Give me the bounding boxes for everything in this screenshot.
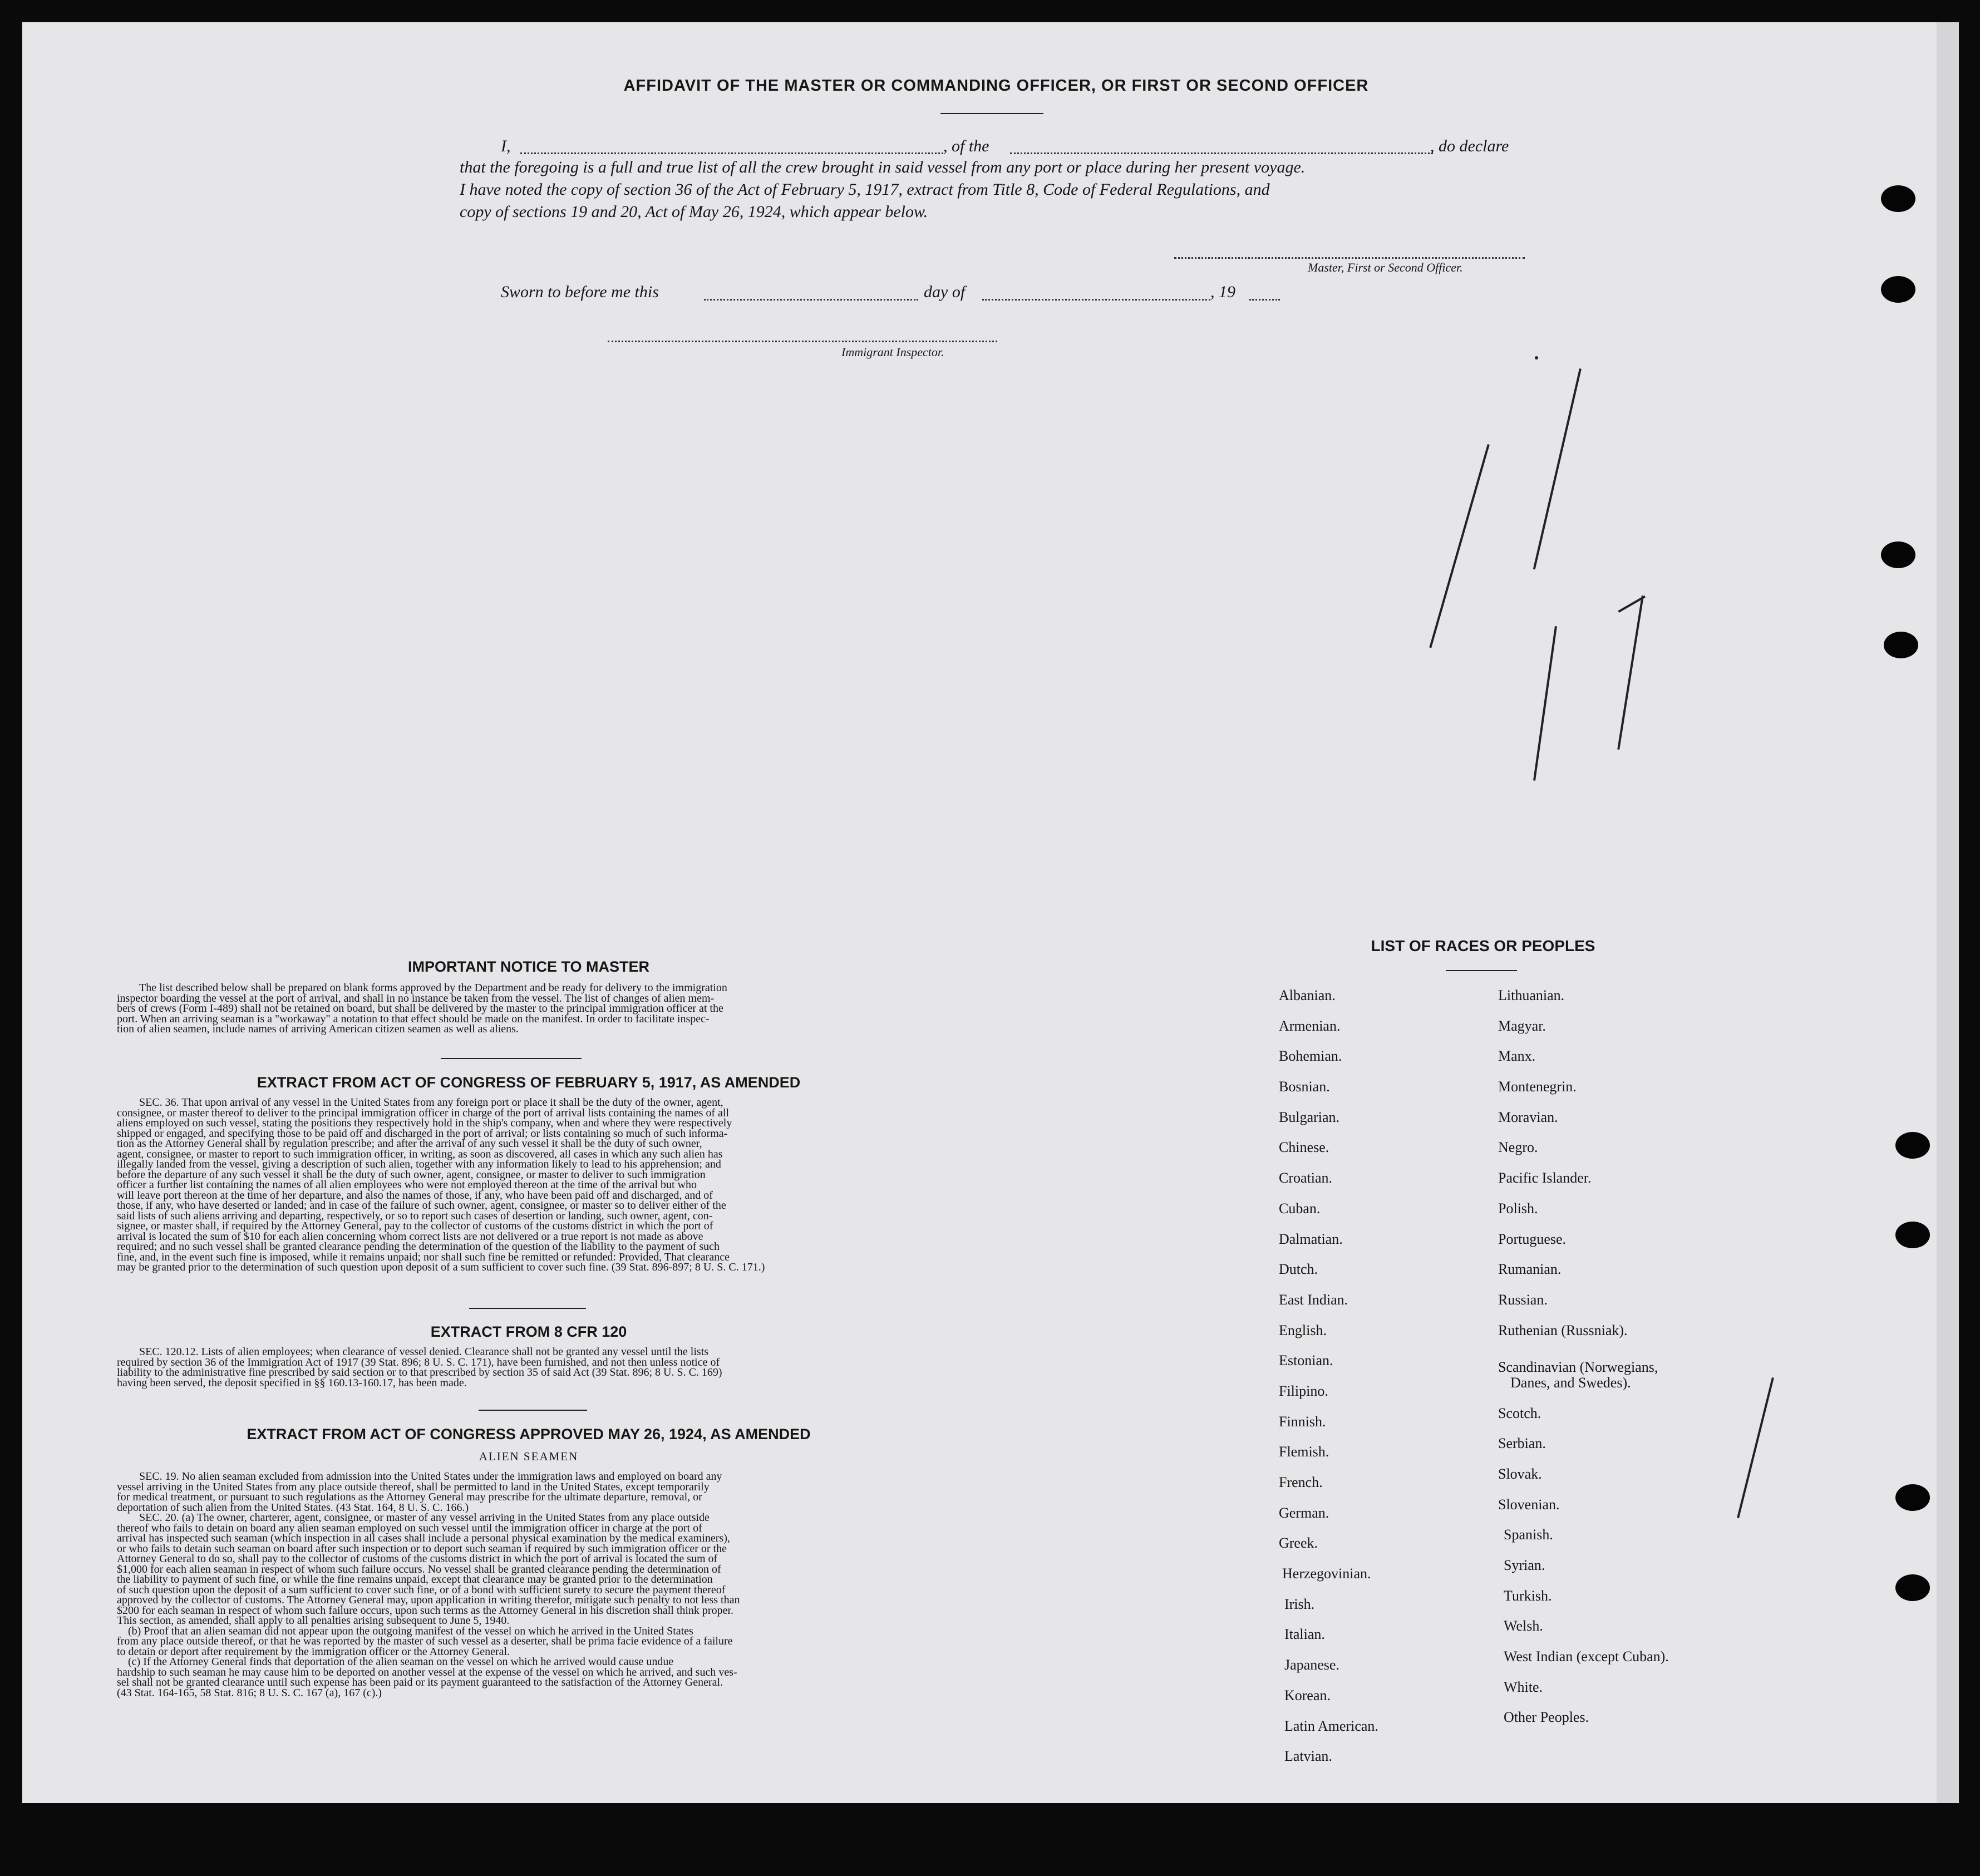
extract-1924-line: the liability to payment of such fine, or while the fine remains unpaid, except that clearance may be granted prior to the determination: [117, 1573, 713, 1586]
divider: [469, 1308, 586, 1309]
extract-1924-line: Attorney General to do so, shall pay to the collector of customs of the customs district in which the port of arrival is located the sum of: [117, 1553, 718, 1565]
race-item: Negro.: [1498, 1139, 1538, 1156]
extract-1917-text: [117, 1097, 932, 1273]
race-item: Finnish.: [1279, 1413, 1326, 1430]
extract-1917-line: those, if any, who have deserted or landed; and in case of the failure of such owner, agent, consignee, or master so to deliver either of the: [117, 1199, 726, 1212]
race-item: German.: [1279, 1504, 1329, 1521]
race-item: Danes, and Swedes).: [1510, 1374, 1631, 1391]
extract-1917-line: shipped or engaged, and specifying those to be paid off and discharged in the port of arrival; or lists containing so much of such informa-: [117, 1127, 728, 1140]
page-edge: [1937, 22, 1959, 1803]
year-blank: [1249, 299, 1280, 301]
race-item: Japanese.: [1284, 1657, 1339, 1673]
race-item: Scandinavian (Norwegians,: [1498, 1358, 1658, 1375]
race-item: Filipino.: [1279, 1382, 1328, 1399]
cfr-title: EXTRACT FROM 8 CFR 120: [430, 1323, 627, 1340]
race-item: Moravian.: [1498, 1109, 1558, 1125]
race-item: Portuguese.: [1498, 1230, 1567, 1247]
punch-hole: [1895, 1574, 1930, 1601]
divider: [1446, 970, 1517, 971]
race-item: Latvian.: [1284, 1748, 1332, 1765]
extract-1924-line: (b) Proof that an alien seaman did not appear upon the outgoing manifest of the vessel on which he arrived in the United States: [128, 1624, 693, 1637]
divider: [479, 1410, 587, 1411]
extract-1924-line: This section, as amended, shall apply to all penalties arising subsequent to June 5, 1940.: [117, 1614, 510, 1627]
race-item: Bosnian.: [1279, 1079, 1330, 1095]
vessel-blank: [1010, 152, 1433, 154]
notice-title: IMPORTANT NOTICE TO MASTER: [408, 958, 649, 975]
day-of-label: day of: [924, 283, 966, 301]
cfr-text: [117, 1347, 932, 1388]
race-item: Estonian.: [1279, 1352, 1333, 1369]
extract-1924-line: (43 Stat. 164-165, 58 Stat. 816; 8 U. S. C. 167 (a), 167 (c).): [117, 1686, 382, 1699]
punch-hole: [1881, 185, 1915, 212]
race-item: Italian.: [1284, 1626, 1325, 1643]
extract-1924-line: approved by the collector of customs. The Attorney General may, upon application in writing therefor, mitigate such penalty to not less than: [117, 1594, 740, 1606]
races-right-column: [1498, 987, 1669, 1740]
extract-1924-line: for medical treatment, or pursuant to such regulations as the Attorney General may prescribe for the ultimate departure, removal, or: [117, 1491, 702, 1503]
extract-1917-line: consignee, or master thereof to deliver to the principal immigration officer in charge of the port of arrival lists containing the names of all: [117, 1106, 730, 1119]
race-item: Korean.: [1284, 1687, 1331, 1703]
extract-1917-line: required; and no such vessel shall be granted clearance pending the determination of the question of the liability to the payment of such: [117, 1240, 720, 1253]
extract-1917-line: said lists of such aliens arriving and departing, respectively, or so to report such cases of desertion or landing, such owner, agent, con-: [117, 1209, 713, 1222]
race-item: Welsh.: [1504, 1618, 1543, 1634]
affidavit-body-1: that the foregoing is a full and true list of all the crew brought in said vessel from any port or place during her present voyage.: [460, 158, 1306, 176]
punch-hole: [1881, 541, 1915, 568]
extract-1924-subtitle: ALIEN SEAMEN: [479, 1450, 579, 1463]
name-blank: [520, 152, 943, 154]
notice-line: port. When an arriving seaman is a "workaway" a notation to that effect should be made on the manifest. In order to facilitate inspec-: [117, 1012, 710, 1025]
race-item: Ruthenian (Russniak).: [1498, 1322, 1628, 1338]
race-item: Bohemian.: [1279, 1048, 1342, 1065]
extract-1917-line: may be granted prior to the determination of such question upon deposit of a sum sufficient to cover such fine. (39 Stat. 896-897; 8 U. S. C. 171.): [117, 1261, 765, 1273]
race-item: Lithuanian.: [1498, 987, 1565, 1003]
race-item: Croatian.: [1279, 1170, 1333, 1186]
month-blank: [982, 299, 1210, 301]
notice-line: The list described below shall be prepared on blank forms approved by the Department and be ready for delivery to the immigration: [139, 982, 727, 994]
race-item: Armenian.: [1279, 1017, 1341, 1034]
extract-1924-line: to detain or deport after requirement by the immigration officer or the Attorney General.: [117, 1645, 510, 1658]
divider: [940, 113, 1043, 114]
race-item: Other Peoples.: [1504, 1709, 1589, 1726]
extract-1917-title: EXTRACT FROM ACT OF CONGRESS OF FEBRUARY 5, 1917, AS AMENDED: [257, 1074, 801, 1091]
extract-1924-line: SEC. 19. No alien seaman excluded from admission into the United States under the immigration laws and employed on board any: [139, 1470, 722, 1483]
extract-1917-line: aliens employed on such vessel, stating the positions they respectively hold in the ship's company, when and where they were respectively: [117, 1117, 732, 1129]
affidavit-title: AFFIDAVIT OF THE MASTER OR COMMANDING OFFICER, OR FIRST OR SECOND OFFICER: [623, 77, 1369, 95]
race-item: Chinese.: [1279, 1139, 1329, 1156]
affidavit-i: I,: [501, 137, 511, 155]
extract-1924-line: thereof who fails to detain on board any alien seaman employed on such vessel until the immigration officer in charge at the port of: [117, 1522, 702, 1534]
extract-1924-text: [117, 1471, 940, 1698]
race-item: Cuban.: [1279, 1200, 1321, 1217]
cfr-line: SEC. 120.12. Lists of alien employees; when clearance of vessel denied. Clearance shall not be granted any vessel until the lists: [139, 1346, 709, 1358]
extract-1917-line: agent, consignee, or master to report to such immigration officer, in writing, as soon as discovered, all cases in which any such alien has: [117, 1148, 723, 1160]
handwritten-dot: [1535, 356, 1538, 360]
race-item: West Indian (except Cuban).: [1504, 1648, 1669, 1665]
affidavit-body-2: I have noted the copy of section 36 of the Act of February 5, 1917, extract from Title 8, Code of Federal Regulations, and: [460, 180, 1270, 199]
race-item: French.: [1279, 1474, 1323, 1490]
punch-hole: [1884, 632, 1918, 658]
races-title: LIST OF RACES OR PEOPLES: [1371, 937, 1595, 954]
punch-hole: [1895, 1484, 1930, 1511]
cfr-line: liability to the administrative fine prescribed by said section or to that prescribed by section 35 of said Act (39 Stat. 896; 8 U. S. C. 169): [117, 1366, 722, 1378]
extract-1924-line: (c) If the Attorney General finds that deportation of the alien seaman on the vessel on which he arrived would cause undue: [128, 1656, 674, 1668]
race-item: Montenegrin.: [1498, 1079, 1577, 1095]
punch-hole: [1895, 1132, 1930, 1159]
race-item: Irish.: [1284, 1596, 1315, 1612]
extract-1924-line: hardship to such seaman he may cause him to be deported on another vessel at the expense of the vessel on which he arrived, and such ves-: [117, 1666, 737, 1678]
notice-text: [117, 983, 932, 1035]
year-label: , 19: [1210, 283, 1235, 301]
race-item: Turkish.: [1504, 1587, 1552, 1604]
divider: [441, 1058, 582, 1059]
race-item: Manx.: [1498, 1048, 1536, 1065]
race-item: Magyar.: [1498, 1017, 1546, 1034]
extract-1924-line: of such question upon the deposit of a sum sufficient to cover such fine, or of a bond with sufficient surety to secure the payment thereof: [117, 1583, 726, 1596]
race-item: Rumanian.: [1498, 1261, 1562, 1278]
race-item: Slovak.: [1498, 1465, 1542, 1482]
race-item: Pacific Islander.: [1498, 1170, 1592, 1186]
race-item: Slovenian.: [1498, 1496, 1560, 1513]
cfr-line: having been served, the deposit specified in §§ 160.13-160.17, has been made.: [117, 1376, 467, 1389]
race-item: East Indian.: [1279, 1291, 1348, 1308]
extract-1924-line: SEC. 20. (a) The owner, charterer, agent, consignee, or master of any vessel arriving in the United States from any place outside: [139, 1511, 710, 1524]
race-item: Syrian.: [1504, 1557, 1545, 1573]
race-item: Spanish.: [1504, 1527, 1553, 1543]
extract-1924-line: sel shall not be granted clearance until such expense has been paid or its payment guaranteed to the satisfaction of the Attorney General.: [117, 1676, 723, 1688]
race-item: Bulgarian.: [1279, 1109, 1340, 1125]
affidavit-body-3: copy of sections 19 and 20, Act of May 26, 1924, which appear below.: [460, 203, 928, 221]
extract-1924-line: deportation of such alien from the United States. (43 Stat. 164, 8 U. S. C. 166.): [117, 1501, 469, 1514]
race-item: Albanian.: [1279, 987, 1336, 1003]
notice-line: bers of crews (Form I-489) shall not be retained on board, but shall be delivered by the master to the principal immigration officer at the: [117, 1002, 723, 1015]
race-item: Russian.: [1498, 1291, 1548, 1308]
extract-1917-line: officer a further list containing the names of all alien employees who were not employed thereon at the time of the arrival but who: [117, 1179, 697, 1191]
extract-1924-line: arrival has inspected such seaman (which inspection in all cases shall include a personal physical examination by the medical examiners),: [117, 1532, 730, 1544]
affidavit-declare: , do declare: [1430, 137, 1509, 155]
race-item: Greek.: [1279, 1535, 1318, 1552]
extract-1924-line: $1,000 for each alien seaman in respect of whom such failure occurs. No vessel shall be granted clearance pending the determination of: [117, 1563, 721, 1575]
extract-1917-line: will leave port thereon at the time of her departure, and also the names of those, if any, who have been paid off and discharged, and of: [117, 1189, 713, 1202]
extract-1917-line: illegally landed from the vessel, giving a description of such alien, together with any information likely to lead to his apprehension; and: [117, 1158, 721, 1170]
signature-caption: Master, First or Second Officer.: [1308, 260, 1463, 274]
cfr-line: required by section 36 of the Immigration Act of 1917 (39 Stat. 896; 8 U. S. C. 171), have been furnished, and not then unless notice of: [117, 1356, 720, 1368]
race-item: Herzegovinian.: [1282, 1565, 1371, 1582]
extract-1917-line: tion as the Attorney General shall by regulation prescribe; and after the arrival of any such vessel it shall be the duty of such owner,: [117, 1138, 702, 1150]
inspector-caption: Immigrant Inspector.: [841, 345, 944, 359]
punch-hole: [1895, 1222, 1930, 1248]
signature-line: [1174, 257, 1525, 259]
race-item: Serbian.: [1498, 1435, 1546, 1452]
race-item: Latin American.: [1284, 1717, 1378, 1734]
race-item: Polish.: [1498, 1200, 1538, 1217]
race-item: Flemish.: [1279, 1444, 1329, 1460]
notice-line: inspector boarding the vessel at the port of arrival, and shall in no instance be taken from the vessel. The list of changes of alien mem-: [117, 992, 715, 1005]
race-item: White.: [1504, 1678, 1543, 1695]
extract-1917-line: SEC. 36. That upon arrival of any vessel in the United States from any foreign port or place it shall be the duty of the owner, agent,: [139, 1096, 723, 1109]
extract-1924-title: EXTRACT FROM ACT OF CONGRESS APPROVED MAY 26, 1924, AS AMENDED: [247, 1426, 811, 1442]
race-item: English.: [1279, 1322, 1327, 1338]
extract-1924-line: $200 for each seaman in respect of whom such failure occurs, upon such terms as the Attorney General in his discretion shall think proper.: [117, 1604, 734, 1617]
notice-line: tion of alien seamen, include names of arriving American citizen seamen as well as aliens.: [117, 1023, 519, 1035]
sworn-label: Sworn to before me this: [501, 283, 659, 301]
extract-1917-line: signee, or master shall, if required by the Attorney General, pay to the collector of customs of the customs district in which the port of: [117, 1220, 713, 1232]
race-item: Dalmatian.: [1279, 1230, 1343, 1247]
extract-1924-line: from any place outside thereof, or that he was reported by the master of such vessel as a deserter, shall be prima facie evidence of a failure: [117, 1635, 733, 1647]
extract-1924-line: vessel arriving in the United States from any place outside thereof, shall be permitted to land in the United States, except temporarily: [117, 1480, 710, 1493]
extract-1924-line: or who fails to detain such seaman on board after such inspection or to deport such seaman if required by such immigration officer or the: [117, 1542, 727, 1555]
sworn-blank: [704, 299, 918, 301]
extract-1917-line: arrival is located the sum of $10 for each alien concerning whom correct lists are not delivered or a true report is not made as above: [117, 1230, 703, 1243]
races-left-column: [1279, 987, 1378, 1779]
race-item: Scotch.: [1498, 1405, 1541, 1421]
race-item: Dutch.: [1279, 1261, 1318, 1278]
extract-1917-line: fine, and, in the event such fine is imposed, while it remains unpaid; nor shall such fine be remitted or refunded: Provided, That clearance: [117, 1250, 730, 1263]
punch-hole: [1881, 276, 1915, 303]
extract-1917-line: before the departure of any such vessel it shall be the duty of such owner, agent, consignee, or master to deliver to such immigration: [117, 1168, 706, 1181]
affidavit-of-the: , of the: [943, 137, 989, 155]
inspector-line: [608, 341, 997, 342]
